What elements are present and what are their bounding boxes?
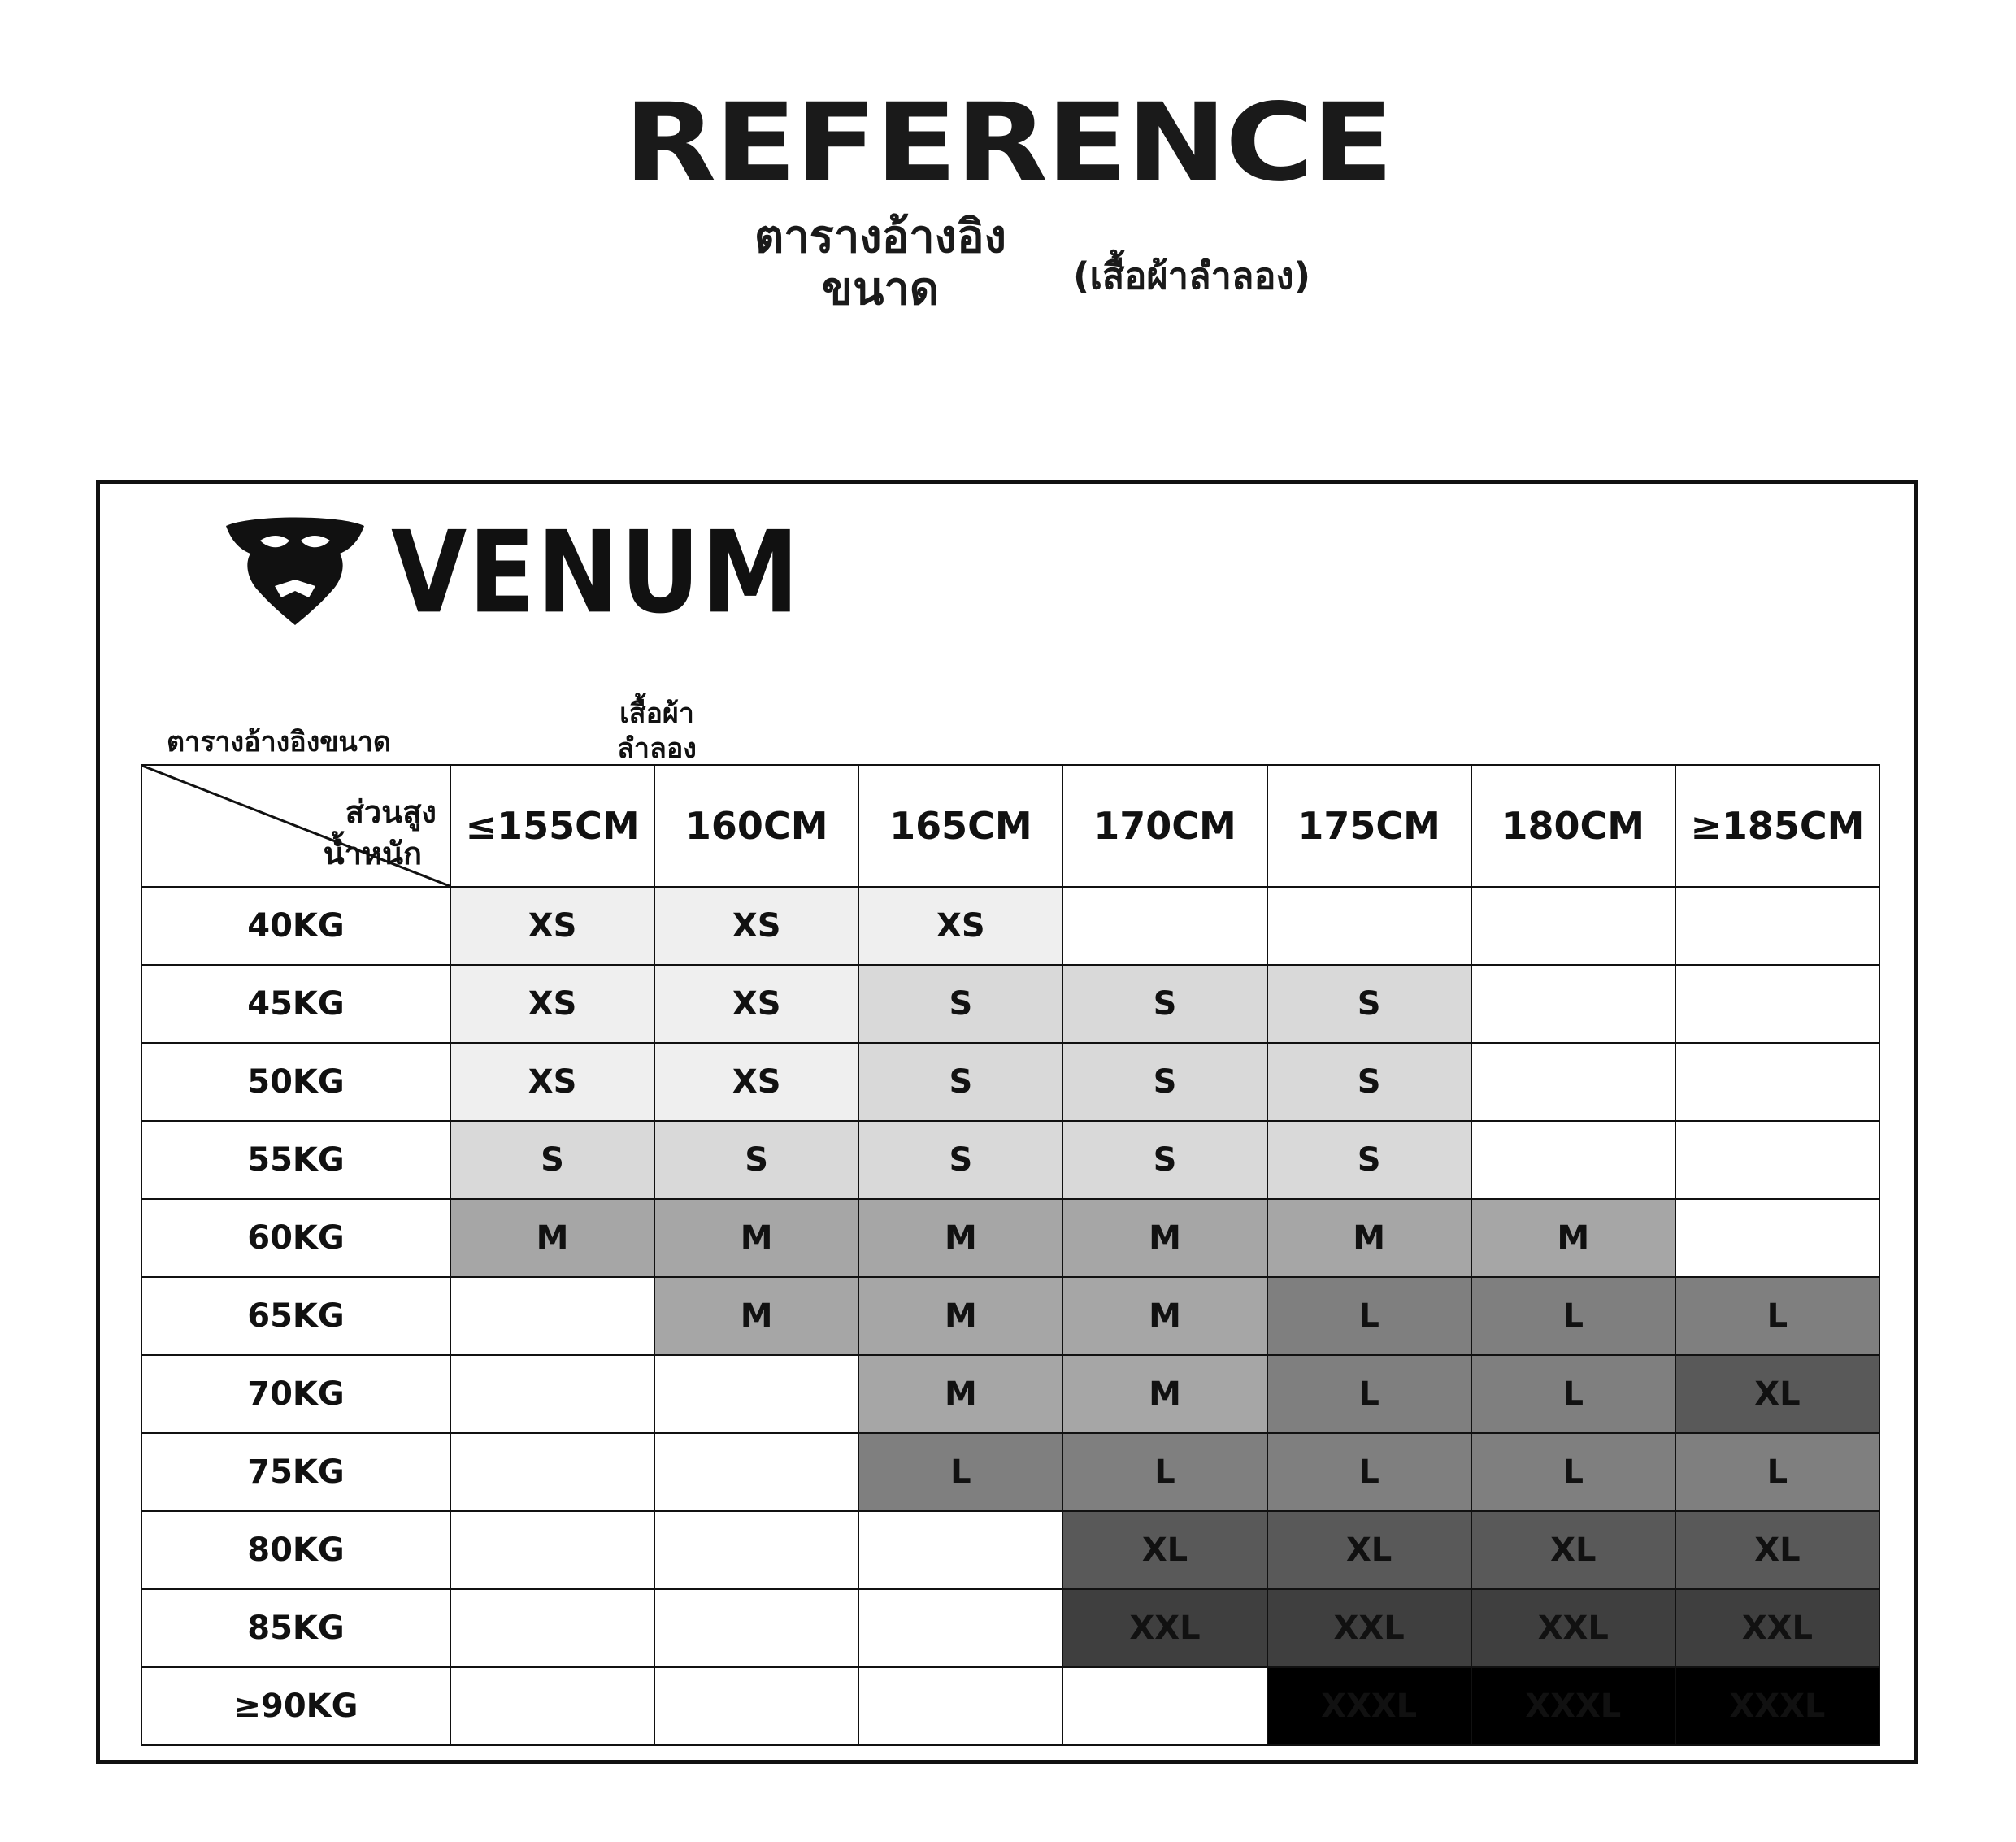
venum-snake-logo-icon xyxy=(218,511,372,633)
size-cell: XS xyxy=(654,965,858,1043)
size-cell: XXL xyxy=(1675,1589,1879,1667)
size-cell-empty xyxy=(1675,1199,1879,1277)
size-cell: S xyxy=(1062,1043,1267,1121)
size-cell: L xyxy=(1675,1433,1879,1511)
size-cell: L xyxy=(1471,1433,1675,1511)
size-cell: S xyxy=(858,1121,1062,1199)
size-cell-empty xyxy=(1675,887,1879,965)
size-cell-empty xyxy=(1267,887,1471,965)
column-header: ≤155CM xyxy=(450,765,654,887)
table-row xyxy=(141,1355,1879,1433)
size-cell: L xyxy=(1267,1277,1471,1355)
size-cell-empty xyxy=(654,1589,858,1667)
size-cell-empty xyxy=(1471,1043,1675,1121)
table-row xyxy=(141,965,1879,1043)
table-row xyxy=(141,1043,1879,1121)
size-cell: M xyxy=(654,1277,858,1355)
size-cell: M xyxy=(1267,1199,1471,1277)
size-cell: L xyxy=(1062,1433,1267,1511)
size-cell-empty xyxy=(1062,887,1267,965)
page-header xyxy=(0,80,2016,316)
column-header: 180CM xyxy=(1471,765,1675,887)
size-cell: XXXL xyxy=(1675,1667,1879,1745)
size-cell-empty xyxy=(1675,1121,1879,1199)
size-cell-empty xyxy=(654,1511,858,1589)
size-cell-empty xyxy=(450,1667,654,1745)
size-cell: XL xyxy=(1062,1511,1267,1589)
size-cell-empty xyxy=(450,1355,654,1433)
size-cell: S xyxy=(450,1121,654,1199)
size-cell: S xyxy=(1267,1043,1471,1121)
size-cell: XXXL xyxy=(1471,1667,1675,1745)
size-cell: L xyxy=(1675,1277,1879,1355)
size-cell-empty xyxy=(1471,887,1675,965)
axis-label-weight: น้ำหนัก xyxy=(323,836,422,871)
size-cell-empty xyxy=(1062,1667,1267,1745)
size-cell: XXL xyxy=(1062,1589,1267,1667)
page-subtitle-parenthetical: (เสื้อผ้าลำลอง) xyxy=(1072,254,1311,298)
row-header-weight: 70KG xyxy=(141,1355,450,1433)
size-cell: XXL xyxy=(1471,1589,1675,1667)
size-cell-empty xyxy=(858,1589,1062,1667)
row-header-weight: 60KG xyxy=(141,1199,450,1277)
size-cell: M xyxy=(654,1199,858,1277)
size-cell-empty xyxy=(1675,1043,1879,1121)
row-header-weight: 80KG xyxy=(141,1511,450,1589)
table-row xyxy=(141,887,1879,965)
row-header-weight: 65KG xyxy=(141,1277,450,1355)
table-row xyxy=(141,1667,1879,1745)
size-cell: M xyxy=(1062,1199,1267,1277)
size-cell: XS xyxy=(450,1043,654,1121)
size-cell: XXXL xyxy=(1267,1667,1471,1745)
brand-lockup xyxy=(218,506,801,639)
size-cell: M xyxy=(858,1277,1062,1355)
size-cell-empty xyxy=(1675,965,1879,1043)
size-cell: M xyxy=(1062,1355,1267,1433)
row-header-weight: 85KG xyxy=(141,1589,450,1667)
size-table-wrap xyxy=(141,764,1880,1746)
brand-wordmark: VENUM xyxy=(391,506,801,639)
size-cell: M xyxy=(450,1199,654,1277)
size-cell-empty xyxy=(654,1355,858,1433)
size-cell: XS xyxy=(450,887,654,965)
table-row xyxy=(141,1433,1879,1511)
size-cell: XL xyxy=(1675,1355,1879,1433)
size-cell-empty xyxy=(858,1511,1062,1589)
table-row xyxy=(141,1511,1879,1589)
size-cell: S xyxy=(654,1121,858,1199)
table-row xyxy=(141,1121,1879,1199)
size-cell: S xyxy=(1062,1121,1267,1199)
column-header: 175CM xyxy=(1267,765,1471,887)
page-title: REFERENCE xyxy=(623,80,1393,206)
size-cell: M xyxy=(858,1355,1062,1433)
size-cell: XS xyxy=(654,1043,858,1121)
table-header-row xyxy=(141,765,1879,887)
row-header-weight: ≥90KG xyxy=(141,1667,450,1745)
row-header-weight: 75KG xyxy=(141,1433,450,1511)
size-cell-empty xyxy=(450,1277,654,1355)
size-cell-empty xyxy=(450,1511,654,1589)
size-cell: L xyxy=(1267,1355,1471,1433)
row-header-weight: 55KG xyxy=(141,1121,450,1199)
table-row xyxy=(141,1277,1879,1355)
size-cell: XS xyxy=(654,887,858,965)
size-cell-empty xyxy=(450,1433,654,1511)
size-cell: XS xyxy=(858,887,1062,965)
size-chart-frame xyxy=(96,480,1918,1764)
size-reference-table xyxy=(141,764,1880,1746)
size-cell: XS xyxy=(450,965,654,1043)
size-cell: L xyxy=(1471,1277,1675,1355)
size-cell-empty xyxy=(450,1589,654,1667)
size-cell: M xyxy=(1471,1199,1675,1277)
size-cell: XL xyxy=(1471,1511,1675,1589)
size-cell: XL xyxy=(1675,1511,1879,1589)
table-corner-cell xyxy=(141,765,450,887)
size-cell: M xyxy=(1062,1277,1267,1355)
size-cell-empty xyxy=(654,1433,858,1511)
table-row xyxy=(141,1589,1879,1667)
size-cell-empty xyxy=(1471,1121,1675,1199)
size-cell: XL xyxy=(1267,1511,1471,1589)
caption-middle: เสื้อผ้า ลำลอง xyxy=(617,697,697,765)
axis-label-height: ส่วนสูง xyxy=(345,794,437,830)
row-header-weight: 50KG xyxy=(141,1043,450,1121)
size-table-body xyxy=(141,887,1879,1745)
size-cell: S xyxy=(858,965,1062,1043)
size-cell-empty xyxy=(858,1667,1062,1745)
page-subtitle-thai: ตารางอ้างอิงขนาด xyxy=(754,211,1006,316)
table-row xyxy=(141,1199,1879,1277)
column-header: 170CM xyxy=(1062,765,1267,887)
size-cell: S xyxy=(858,1043,1062,1121)
size-cell: S xyxy=(1267,965,1471,1043)
size-cell: L xyxy=(1267,1433,1471,1511)
size-cell: XXL xyxy=(1267,1589,1471,1667)
size-cell: L xyxy=(1471,1355,1675,1433)
row-header-weight: 45KG xyxy=(141,965,450,1043)
row-header-weight: 40KG xyxy=(141,887,450,965)
size-cell-empty xyxy=(1471,965,1675,1043)
page-subtitle-group xyxy=(0,211,2016,316)
size-cell: S xyxy=(1267,1121,1471,1199)
size-cell: M xyxy=(858,1199,1062,1277)
size-cell: L xyxy=(858,1433,1062,1511)
column-header: 165CM xyxy=(858,765,1062,887)
column-header: 160CM xyxy=(654,765,858,887)
size-cell: S xyxy=(1062,965,1267,1043)
size-cell-empty xyxy=(654,1667,858,1745)
caption-left: ตารางอ้างอิงขนาด xyxy=(167,726,391,758)
column-header: ≥185CM xyxy=(1675,765,1879,887)
